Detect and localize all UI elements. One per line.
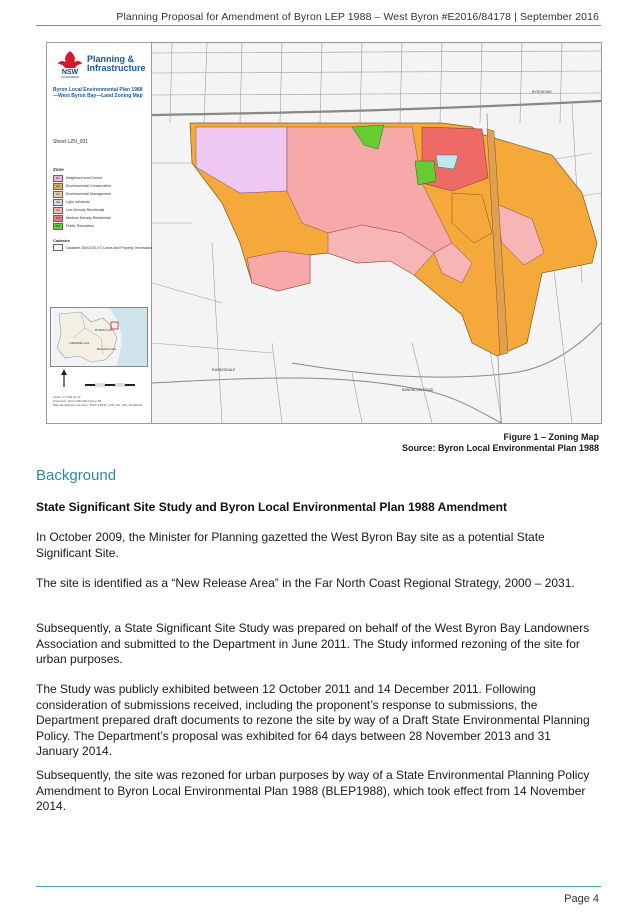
map-title: Byron Local Environmental Plan 1988—West Byron Bay—Land Zoning Map	[53, 87, 143, 99]
zone-legend-item	[53, 198, 111, 206]
zone-swatch: E2	[53, 183, 63, 190]
zone-legend-item	[53, 182, 111, 190]
re1-recreation-central	[415, 161, 436, 185]
label-ewingsdale: EWINGSDALE	[212, 368, 236, 372]
zone-legend-item	[53, 190, 111, 198]
scale-text: Scale: 1:7,000 @ A3	[53, 395, 81, 399]
figure-caption	[402, 432, 599, 454]
paragraph-4: The Study was publicly exhibited between 12 October 2011 and 14 December 2011. Following consideration of submissions received, including the proponent’s response to submissions, the Department prepared draft documents to rezone the site by way of a Draft State Environmental Planning Policy. The Department’s proposal was exhibited for 64 days between 28 November 2013 and 31 January 2014.	[36, 682, 590, 758]
zone-swatch: IN2	[53, 199, 63, 206]
section-heading: Background	[36, 467, 117, 484]
zone-swatch: R3	[53, 215, 63, 222]
waratah-logo-icon	[55, 49, 85, 79]
cadastre-legend-item	[53, 244, 152, 251]
projection-text: Projection: GDA 1994 MGA Zone 56	[53, 399, 102, 403]
zone-swatch: RE1	[53, 223, 63, 230]
cadastre-label: Cadastre 28/02/2014 © Lands and Property Information	[66, 245, 153, 250]
inset-byron-lga: BYRON LGA	[95, 328, 113, 332]
zone-swatch: E3	[53, 191, 63, 198]
map-legend-panel	[47, 43, 152, 423]
map-identification: Map Identification Number: 1000_FMNP_LZN_001_020_20140403	[53, 403, 143, 407]
zoning-map-canvas	[152, 43, 601, 423]
cadastre-heading: Cadastre	[53, 238, 71, 243]
zone-swatch: B1	[53, 175, 63, 182]
location-inset-map	[50, 307, 148, 367]
footer-divider	[36, 886, 601, 887]
zone-legend-item	[53, 174, 111, 182]
paragraph-3: Subsequently, a State Significant Site Study was prepared on behalf of the West Byron Bay Landowners Association and submitted to the Department in June 2011. The Study informed rezoning of the site for urban purposes.	[36, 621, 590, 666]
wordmark-line-1: Planning &	[87, 54, 134, 64]
zone-legend-item	[53, 214, 111, 222]
north-arrow-icon	[61, 369, 67, 387]
planning-infrastructure-wordmark	[87, 55, 146, 73]
page-number: Page 4	[564, 893, 599, 905]
zone-heading: Zone	[53, 167, 64, 172]
zone-legend	[53, 174, 111, 230]
zone-label: Low Density Residential	[66, 208, 105, 212]
inset-ballina-lga: BALLINA LGA	[97, 347, 117, 351]
paragraph-5: Subsequently, the site was rezoned for urban purposes by way of a State Environmental Planning Policy Amendment to Byron Local Environmental Plan 1988 (BLEP1988), which took effect from 14 November 2014.	[36, 768, 590, 813]
zone-label: Neighbourhood Centre	[66, 176, 103, 180]
subheading: State Significant Site Study and Byron Local Environmental Plan 1988 Amendment	[36, 500, 507, 514]
zone-label: Environmental Management	[66, 192, 111, 196]
wordmark-line-2: Infrastructure	[87, 63, 146, 73]
zone-label: Medium Density Residential	[66, 216, 111, 220]
label-byron-bay: BYRON BAY	[532, 90, 553, 94]
figure-source: Source: Byron Local Environmental Plan 1988	[401, 443, 599, 453]
header-text: Planning Proposal for Amendment of Byron LEP 1988 – West Byron #E2016/84178 | September 2016	[116, 11, 599, 23]
figure-title: Figure 1 – Zoning Map	[503, 432, 599, 442]
scale-bar	[85, 383, 145, 388]
label-bangalow-road: BANGALOW ROAD	[402, 388, 434, 392]
map-fine-print	[53, 395, 142, 407]
in2-light-industrial-zone	[436, 155, 458, 169]
nsw-mark: NSW	[61, 69, 79, 76]
nsw-planning-logo	[53, 49, 145, 83]
zone-label: Light Industrial	[66, 200, 90, 204]
zone-legend-item	[53, 206, 111, 214]
cadastre-swatch	[53, 244, 63, 251]
header-divider	[36, 25, 601, 26]
paragraph-2: The site is identified as a “New Release Area” in the Far North Coast Regional Strategy, 2000 – 2031.	[36, 576, 575, 590]
zone-label: Environmental Conservation	[66, 184, 112, 188]
zone-label: Public Recreation	[66, 224, 95, 228]
sheet-number: Sheet LZN_001	[53, 139, 89, 145]
zoning-map-figure	[46, 42, 602, 424]
government-mark: GOVERNMENT	[60, 76, 80, 79]
paragraph-1: In October 2009, the Minister for Planning gazetted the West Byron Bay site as a potential State Significant Site.	[36, 530, 545, 560]
zone-swatch: R2	[53, 207, 63, 214]
zone-legend-item	[53, 222, 111, 230]
main-road	[152, 101, 601, 115]
inset-lismore-lga: LISMORE LGA	[69, 341, 90, 345]
